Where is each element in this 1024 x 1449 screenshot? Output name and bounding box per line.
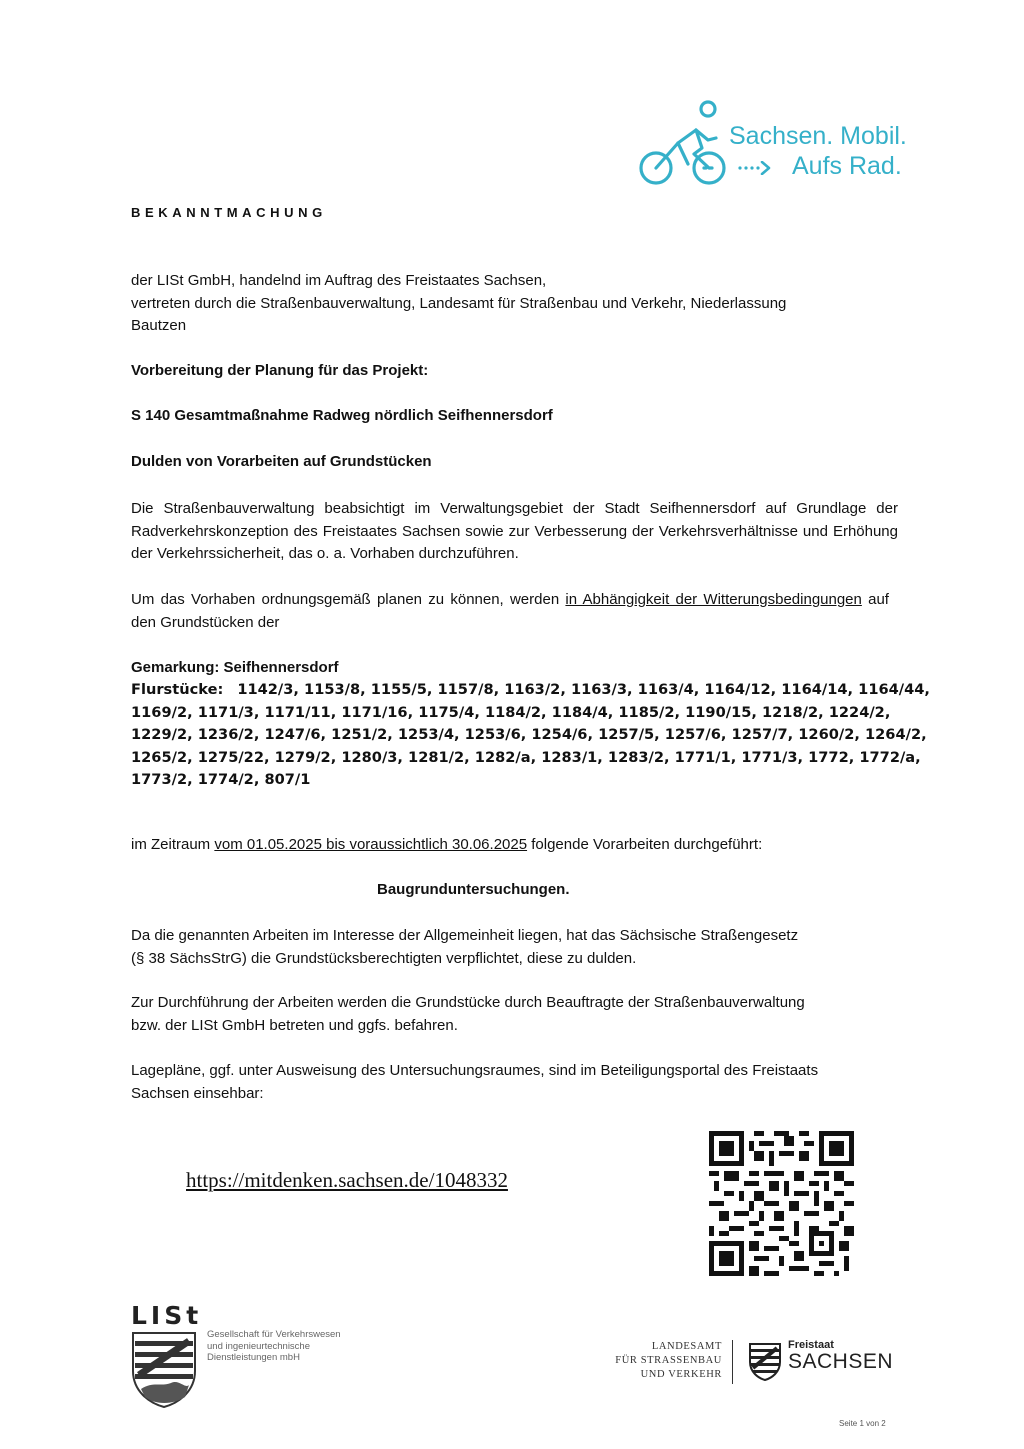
portal-link[interactable]: https://mitdenken.sachsen.de/1048332 [186, 1168, 508, 1192]
law-line: Da die genannten Arbeiten im Interesse der Allgemeinheit liegen, hat das Sächsische Straßengesetz [131, 927, 799, 944]
list-logo-subtitle [207, 1329, 341, 1364]
sachsen-label: SACHSEN [788, 1350, 894, 1373]
paragraph-plan [131, 589, 889, 634]
qr-code-icon [709, 1131, 854, 1276]
paragraph-law [131, 925, 798, 970]
list-logo [131, 1301, 341, 1411]
paragraph-intent: Die Straßenbauverwaltung beabsichtigt im Verwaltungsgebiet der Stadt Seifhennersdorf auf Grundlage der Radverkehrskonzeption des Freistaates Sachsen sowie zur Verbesserung der Verkehrsverhältnisse und Erhöhung der Verkehrssicherheit, das o. a. Vorhaben durchzuführen. [131, 500, 898, 562]
lasuv-line: FÜR STRASSENBAU [615, 1355, 722, 1366]
document-heading: BEKANNTMACHUNG [131, 205, 327, 220]
dulden-heading: Dulden von Vorarbeiten auf Grundstücken [131, 453, 432, 470]
paragraph-plans [131, 1060, 818, 1105]
logo-line-1: Sachsen. Mobil. [729, 122, 907, 150]
intro-line: Bautzen [131, 317, 187, 334]
intro-line: vertreten durch die Straßenbauverwaltung, Landesamt für Straßenbau und Verkehr, Niederlassung [131, 294, 787, 312]
intro-block [131, 270, 786, 338]
sachsen-shield-icon [748, 1342, 782, 1382]
zeitraum-prefix: im Zeitraum [131, 836, 211, 853]
zeitraum-period: vom 01.05.2025 bis voraussichtlich 30.06.2025 [214, 836, 528, 853]
flurstuecke-block [131, 679, 951, 792]
gemarkung: Gemarkung: Seifhennersdorf [131, 659, 339, 676]
intro-line: der LISt GmbH, handelnd im Auftrag des Freistaates Sachsen, [131, 272, 547, 289]
access-line: Zur Durchführung der Arbeiten werden die Grundstücke durch Beauftragte der Straßenbauverwaltung [131, 994, 805, 1011]
project-title: S 140 Gesamtmaßnahme Radweg nördlich Seifhennersdorf [131, 407, 553, 424]
plan-text: Um das Vorhaben ordnungsgemäß planen zu können, werden [131, 591, 560, 608]
paragraph-access [131, 992, 805, 1037]
logo-divider [732, 1340, 733, 1384]
law-line: (§ 38 SächsStrG) die Grundstücksberechtigten verpflichtet, diese zu dulden. [131, 949, 637, 967]
cyclist-icon [636, 98, 728, 190]
plans-line: Sachsen einsehbar: [131, 1084, 264, 1102]
flurstuecke-list: 1142/3, 1153/8, 1155/5, 1157/8, 1163/2, 1163/3, 1163/4, 1164/12, 1164/14, 1164/44, 1169/2, 1171/3, 1171/11, 1171/16, 1175/4, 1184/2, 1184/4, 1185/2, 1190/15, 1218/2, 1224/2, 1229/2, 1236/2, 1247/6, 1251/2, 1253/4, 1253/6, 1254/6, 1257/5, 1257/6, 1257/7, 1260/2, 1264/2, 1265/2, 1275/22, 1279/2, 1280/3, 1281/2, 1282/a, 1283/1, 1283/2, 1771/1, 1771/3, 1772, 1772/a, 1773/2, 1774/2, 807/1 [131, 681, 930, 788]
list-logo-word: LISt [131, 1301, 203, 1330]
freistaat-label: Freistaat [788, 1339, 834, 1351]
freistaat-sachsen-logo [748, 1339, 894, 1384]
list-sub-line: Dienstleistungen mbH [207, 1352, 300, 1363]
weather-condition-text: in Abhängigkeit der Witterungsbedingungen [565, 591, 862, 608]
zeitraum-line [131, 834, 762, 857]
lasuv-logo [600, 1340, 722, 1382]
coat-of-arms-icon [131, 1331, 197, 1409]
lasuv-line: UND VERKEHR [640, 1369, 722, 1380]
dotted-arrow-icon [738, 161, 778, 175]
list-sub-line: Gesellschaft für Verkehrswesen [207, 1329, 341, 1340]
plan-text-end: auf den Grundstücken der [131, 591, 889, 631]
list-sub-line: und ingenieurtechnische [207, 1340, 310, 1352]
lasuv-line: LANDESAMT [651, 1341, 722, 1352]
plans-line: Lagepläne, ggf. unter Ausweisung des Untersuchungsraumes, sind im Beteiligungsportal des Freistaats [131, 1062, 819, 1079]
access-line: bzw. der LISt GmbH betreten und ggfs. befahren. [131, 1016, 458, 1034]
page-number: Seite 1 von 2 [839, 1419, 886, 1428]
sachsen-mobil-logo [636, 98, 907, 190]
zeitraum-suffix: folgende Vorarbeiten durchgeführt: [531, 836, 763, 853]
prep-heading: Vorbereitung der Planung für das Projekt: [131, 362, 429, 379]
flurstuecke-label: Flurstücke: [131, 681, 224, 698]
logo-line-2: Aufs Rad. [792, 152, 902, 180]
works-title: Baugrunduntersuchungen. [377, 881, 570, 898]
